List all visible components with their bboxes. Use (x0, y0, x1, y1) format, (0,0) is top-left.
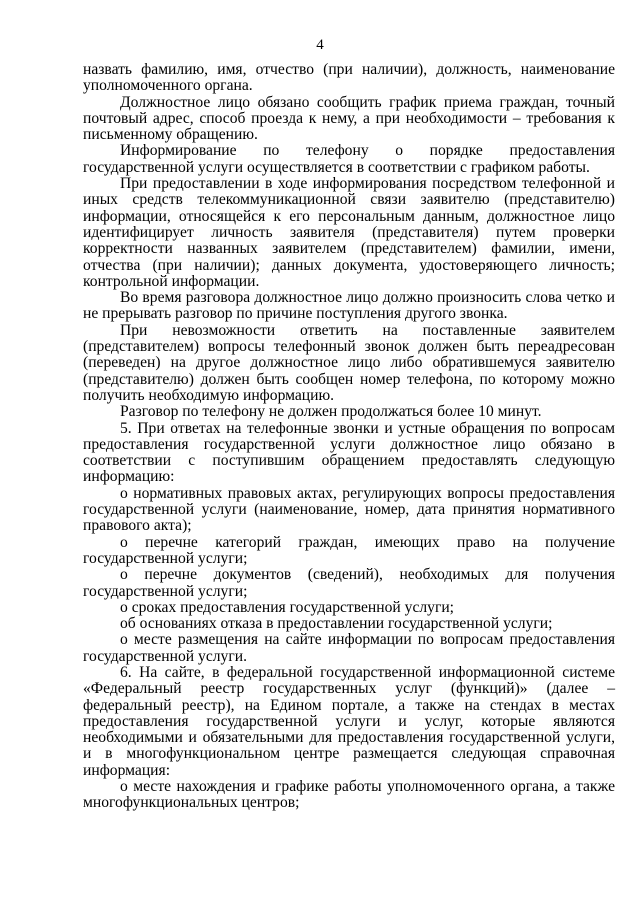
document-body (83, 62, 615, 812)
paragraph: о месте нахождения и графике работы уполномоченного органа, а также многофункциональных центров; (83, 778, 615, 812)
paragraph: Информирование по телефону о порядке предоставления государственной услуги осуществляется в соответствии с графиком работы. (83, 142, 615, 176)
paragraph: При предоставлении в ходе информирования посредством телефонной и иных средств телекоммуникационной связи заявителю (представителю) информации, относящейся к его персональным данным, должностное лицо идентифицирует личность заявителя (представителя) путем проверки корректности названных заявителем (представителем) фамилии, имени, отчества (при наличии); данных документа, удостоверяющего личность; контрольной информации. (83, 175, 615, 290)
paragraph: о перечне категорий граждан, имеющих право на получение государственной услуги; (83, 533, 615, 567)
paragraph: о сроках предоставления государственной услуги; (120, 598, 455, 616)
paragraph: Во время разговора должностное лицо должно произносить слова четко и не прерывать разговор по причине поступления другого звонка. (83, 289, 615, 323)
paragraph: 5. При ответах на телефонные звонки и устные обращения по вопросам предоставления государственной услуги должностное лицо обязано в соответствии с поступившим обращением предоставлять следующую информацию: (83, 419, 615, 486)
paragraph: о перечне документов (сведений), необходимых для получения государственной услуги; (83, 566, 615, 600)
paragraph: об основаниях отказа в предоставлении государственной услуги; (120, 615, 553, 633)
paragraph: При невозможности ответить на поставленные заявителем (представителем) вопросы телефонный звонок должен быть переадресован (переведен) на другое должностное лицо либо обратившемуся заявителю (представителю) должен быть сообщен номер телефона, по которому можно получить необходимую информацию. (83, 321, 615, 404)
paragraph: 6. На сайте, в федеральной государственной информационной системе «Федеральный реестр государственных услуг (функций)» (далее – федеральный реестр), на Едином портале, а также на стендах в местах предоставления государственной услуги и услуг, которые являются необходимыми и обязательными для предоставления государственной услуги, и в многофункциональном центре размещается следующая справочная информация: (83, 663, 615, 779)
paragraph: о нормативных правовых актах, регулирующих вопросы предоставления государственной услуги (наименование, номер, дата принятия нормативного правового акта); (83, 484, 615, 535)
paragraph: назвать фамилию, имя, отчество (при наличии), должность, наименование уполномоченного органа. (83, 61, 615, 95)
paragraph: Должностное лицо обязано сообщить график приема граждан, точный почтовый адрес, способ проезда к нему, а при необходимости – требования к письменному обращению. (83, 93, 615, 144)
page-number: 4 (316, 37, 324, 53)
paragraph: о месте размещения на сайте информации по вопросам предоставления государственной услуги. (83, 631, 615, 665)
paragraph: Разговор по телефону не должен продолжаться более 10 минут. (120, 403, 542, 421)
